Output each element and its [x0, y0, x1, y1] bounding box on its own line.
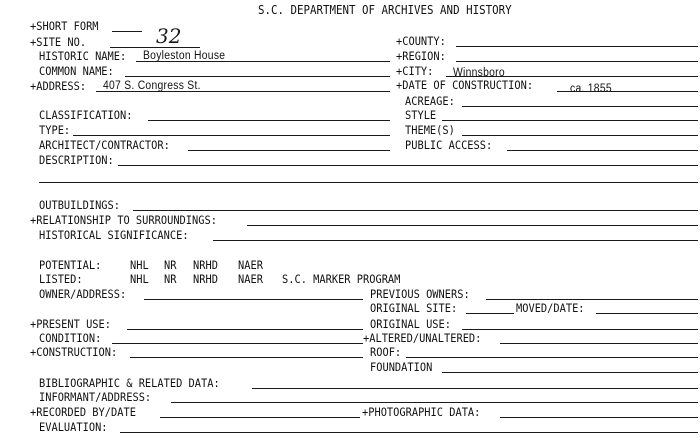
moved-date-label: MOVED/DATE: — [516, 301, 585, 315]
type-label: TYPE: — [39, 123, 71, 137]
potential-nhl: NHL — [130, 258, 149, 272]
condition-label: CONDITION: — [39, 331, 102, 345]
listed-nhl: NHL — [130, 272, 149, 286]
public-access-label: PUBLIC ACCESS: — [405, 138, 493, 152]
potential-nr: NR — [164, 258, 177, 272]
short-form-line — [112, 31, 142, 32]
acreage-label: ACREAGE: — [405, 94, 455, 108]
listed-nr: NR — [164, 272, 177, 286]
altered-label: +ALTERED/UNALTERED: — [363, 331, 482, 345]
style-line — [442, 120, 698, 121]
public-access-line — [507, 150, 698, 151]
bibliographic-label: BIBLIOGRAPHIC & RELATED DATA: — [39, 376, 220, 390]
present-use-line — [127, 329, 363, 330]
owner-label: OWNER/ADDRESS: — [39, 287, 127, 301]
region-label: +REGION: — [396, 49, 446, 63]
architect-line — [188, 150, 390, 151]
roof-label: ROOF: — [370, 345, 402, 359]
listed-naer: NAER — [238, 272, 263, 286]
date-label: +DATE OF CONSTRUCTION: — [396, 78, 534, 92]
evaluation-label: EVALUATION: — [39, 420, 108, 434]
county-label: +COUNTY: — [396, 34, 446, 48]
type-line — [73, 135, 390, 136]
historic-name-label: HISTORIC NAME: — [39, 49, 127, 63]
original-use-line — [462, 329, 698, 330]
potential-nrhd: NRHD — [193, 258, 218, 272]
date-value: ca. 1855 — [570, 83, 612, 95]
historic-name-line — [136, 61, 390, 62]
outbuildings-label: OUTBUILDINGS: — [39, 198, 121, 212]
city-label: +CITY: — [396, 64, 434, 78]
marker-program-label: S.C. MARKER PROGRAM — [282, 272, 401, 286]
relationship-line — [247, 225, 698, 226]
architect-label: ARCHITECT/CONTRACTOR: — [39, 138, 170, 152]
site-no-label: +SITE NO. — [30, 35, 87, 49]
site-no-value: 32 — [156, 24, 182, 48]
photographic-line — [500, 417, 698, 418]
description-label: DESCRIPTION: — [39, 153, 114, 167]
bibliographic-line — [252, 388, 698, 389]
date-line — [557, 91, 698, 92]
significance-line — [213, 240, 698, 241]
common-name-line — [125, 76, 390, 77]
original-site-line — [466, 313, 514, 314]
city-line — [446, 76, 698, 77]
roof-line — [406, 357, 698, 358]
original-site-label: ORIGINAL SITE: — [370, 301, 458, 315]
address-label: +ADDRESS: — [30, 79, 87, 93]
previous-owners-label: PREVIOUS OWNERS: — [370, 287, 470, 301]
evaluation-line — [120, 432, 698, 433]
historic-name-value: Boyleston House — [143, 50, 226, 62]
acreage-line — [462, 106, 698, 107]
foundation-line — [442, 372, 698, 373]
themes-label: THEME(S) — [405, 123, 455, 137]
construction-label: +CONSTRUCTION: — [30, 345, 118, 359]
listed-label: LISTED: — [39, 272, 83, 286]
site-no-line — [110, 47, 200, 48]
photographic-label: +PHOTOGRAPHIC DATA: — [362, 405, 481, 419]
potential-naer: NAER — [238, 258, 263, 272]
informant-label: INFORMANT/ADDRESS: — [39, 390, 152, 404]
listed-nrhd: NRHD — [193, 272, 218, 286]
style-label: STYLE — [405, 108, 437, 122]
classification-label: CLASSIFICATION: — [39, 108, 133, 122]
region-line — [456, 61, 698, 62]
construction-line — [130, 357, 363, 358]
address-line — [96, 91, 390, 92]
informant-line — [171, 402, 698, 403]
altered-line — [500, 343, 698, 344]
recorded-by-label: +RECORDED BY/DATE — [30, 405, 136, 419]
owner-line — [144, 299, 363, 300]
condition-line — [112, 343, 363, 344]
present-use-label: +PRESENT USE: — [30, 317, 112, 331]
address-value: 407 S. Congress St. — [103, 80, 201, 92]
description-line-1 — [118, 165, 698, 166]
relationship-label: +RELATIONSHIP TO SURROUNDINGS: — [30, 213, 217, 227]
outbuildings-line — [133, 210, 698, 211]
common-name-label: COMMON NAME: — [39, 64, 114, 78]
description-line-2 — [39, 182, 698, 183]
potential-label: POTENTIAL: — [39, 258, 102, 272]
county-line — [456, 46, 698, 47]
significance-label: HISTORICAL SIGNIFICANCE: — [39, 228, 189, 242]
original-use-label: ORIGINAL USE: — [370, 317, 452, 331]
short-form-label: +SHORT FORM — [30, 19, 99, 33]
classification-line — [148, 120, 390, 121]
moved-date-line — [596, 313, 698, 314]
city-value: Winnsboro — [453, 67, 505, 79]
themes-line — [462, 135, 698, 136]
foundation-label: FOUNDATION — [370, 360, 433, 374]
recorded-by-line — [160, 417, 360, 418]
form-title: S.C. DEPARTMENT OF ARCHIVES AND HISTORY — [258, 3, 512, 17]
previous-owners-line — [486, 299, 698, 300]
